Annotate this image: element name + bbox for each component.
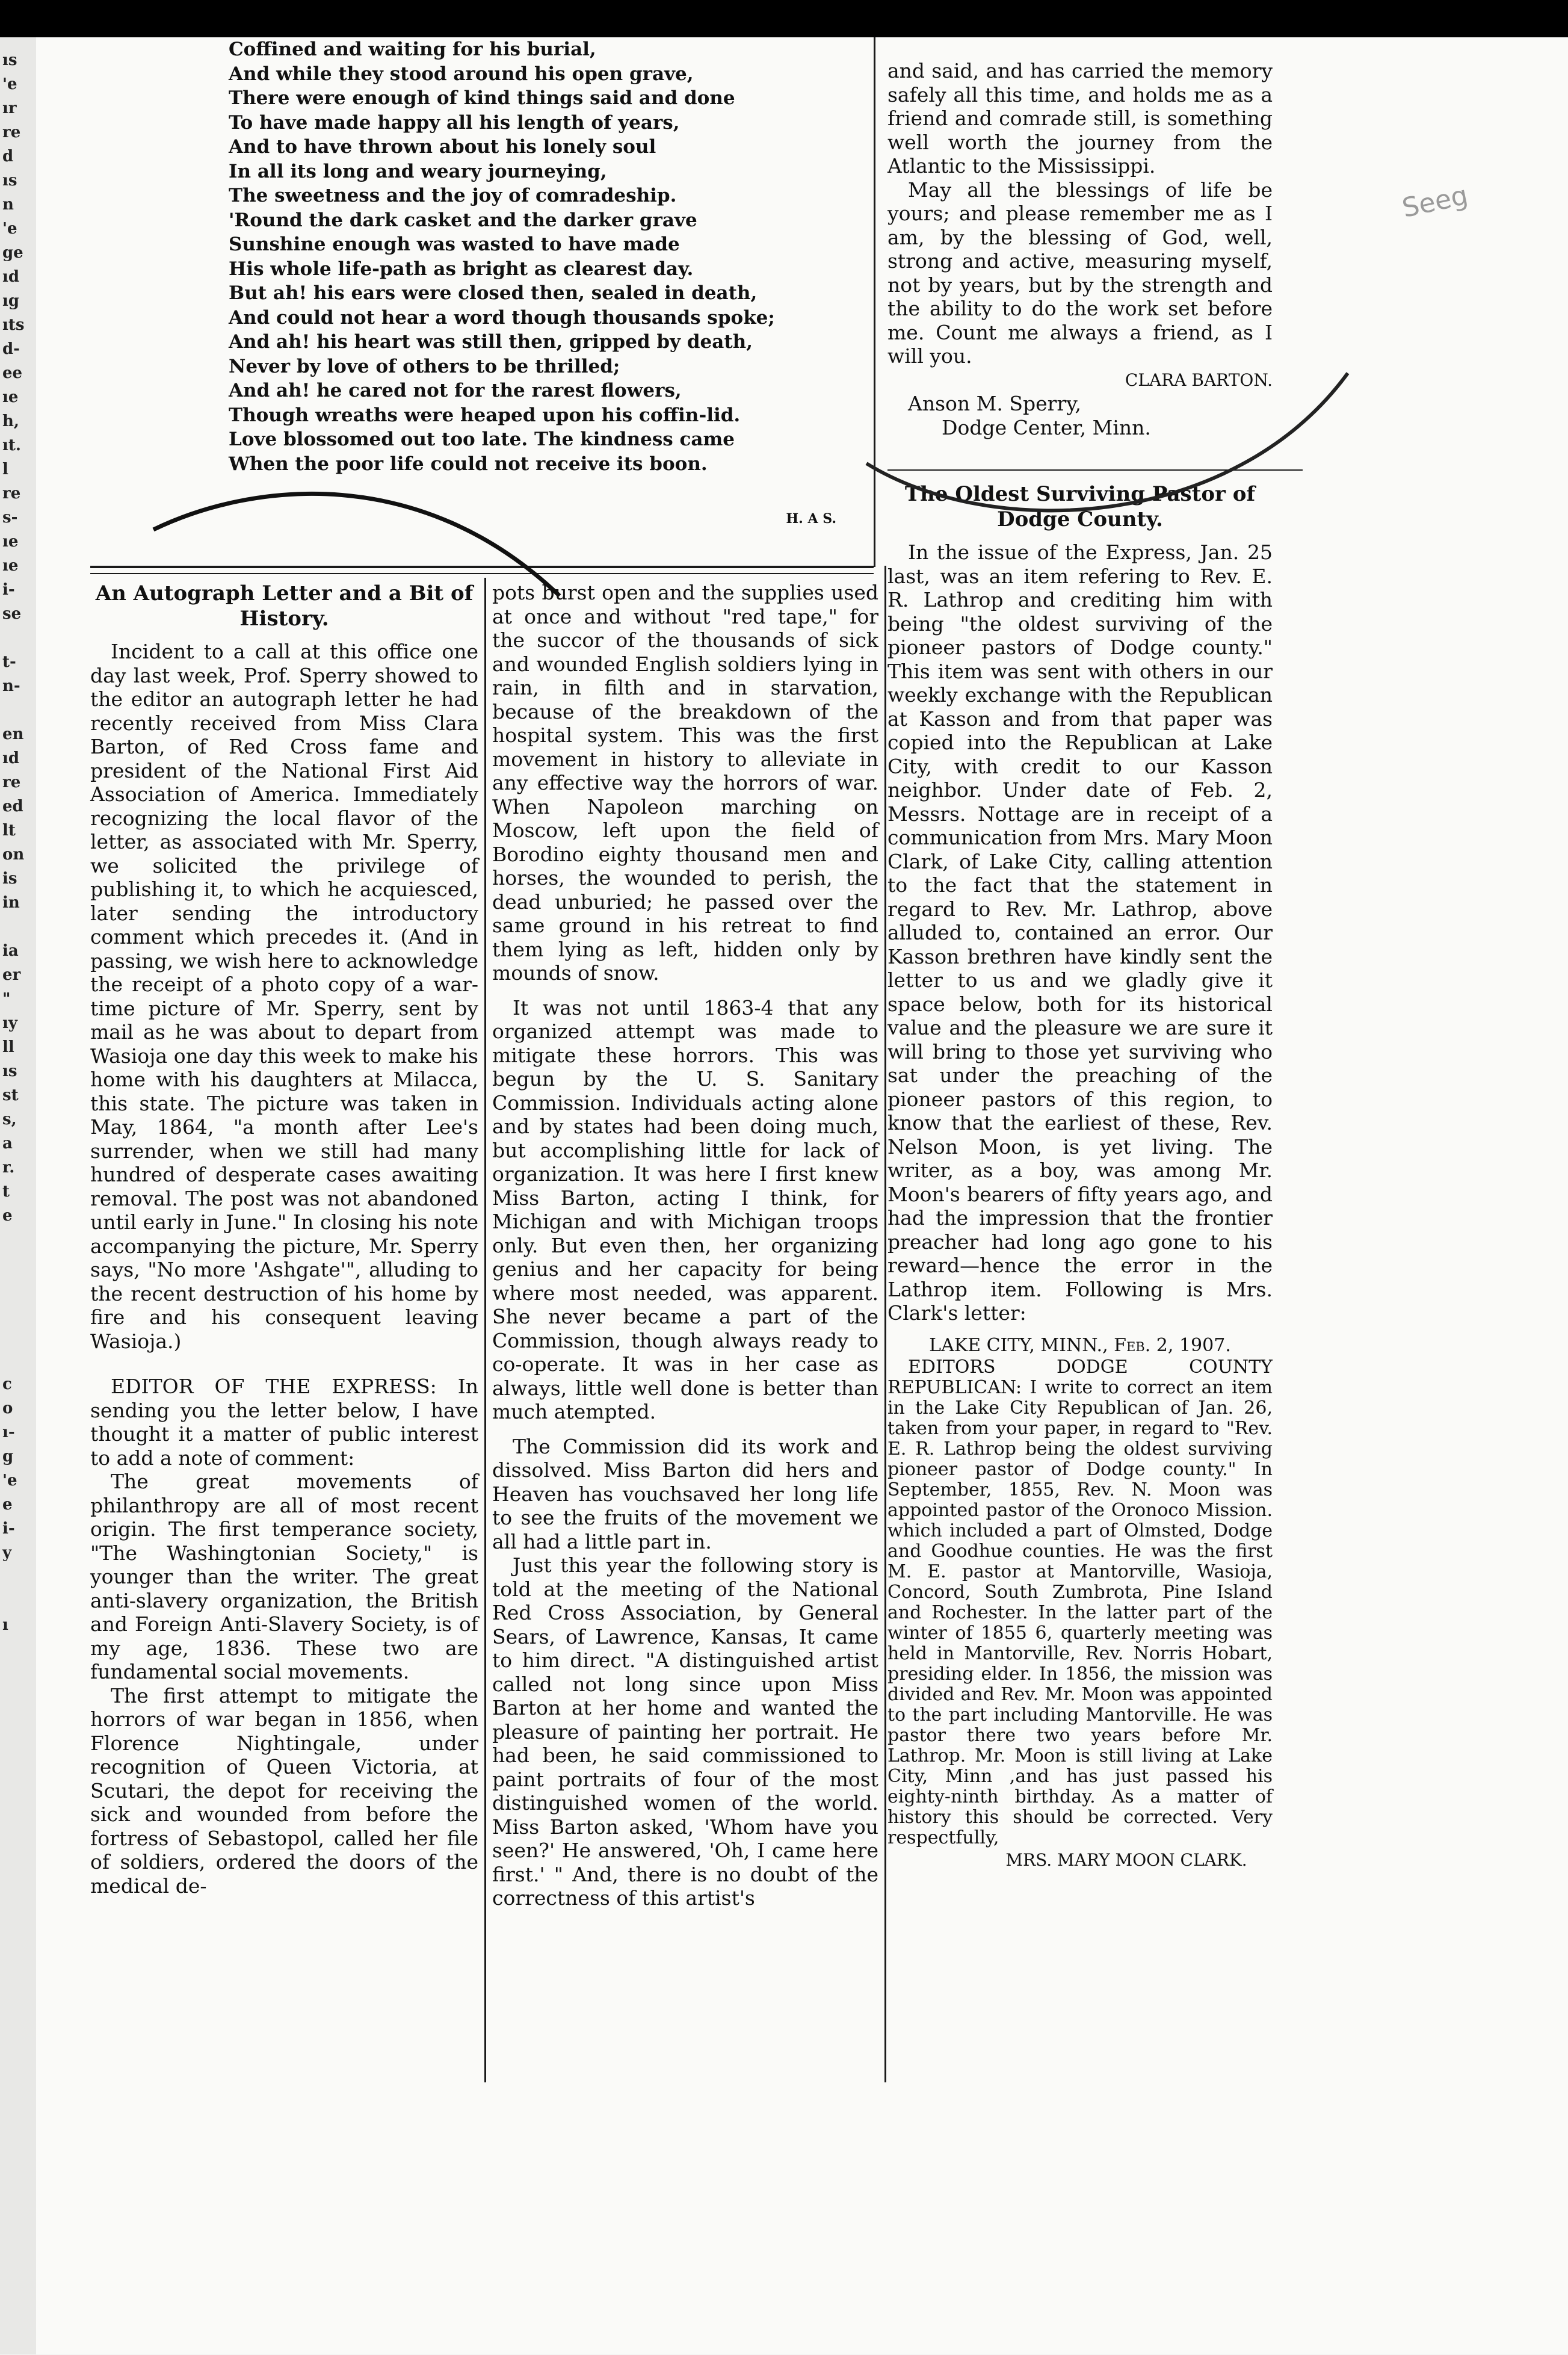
margin-fragment: c (2, 1375, 12, 1393)
margin-fragment: n (2, 196, 14, 214)
poem-line: 'Round the dark casket and the darker grave (229, 209, 697, 231)
poem-line: His whole life-path as bright as clearest day. (229, 258, 694, 280)
margin-fragment: en (2, 725, 24, 743)
article1-col2-p2: It was not until 1863-4 that any organized attempt was made to mitigate these horrors. This was begun by the U. S. Sanitary Commission. Individuals acting alone and by states had been doing much, but accomplishing little for lack of organization. It was here I first knew Miss Barton, acting I think, for Michigan and with Michigan troops only. But even then, her organizing genius and her capacity for being where most needed, was apparent. She never became a part of the Commission, though always ready to co-operate. It was in her case as always, little well done is better than much atempted. (492, 995, 878, 1423)
poem-line: And to have thrown about his lonely soul (229, 136, 656, 158)
poem-line: But ah! his ears were closed then, sealed in death, (229, 282, 758, 304)
addressee-name: Anson M. Sperry, (908, 392, 1081, 415)
margin-fragment: ıt. (2, 436, 21, 454)
margin-fragment: e (2, 1207, 13, 1225)
poem-line: There were enough of kind things said and done (229, 87, 735, 109)
addressee-place: Dodge Center, Minn. (942, 415, 1151, 439)
margin-fragment: " (2, 990, 11, 1008)
margin-fragment: re (2, 773, 21, 791)
margin-fragment: ıe (2, 388, 19, 406)
poem-line: In all its long and weary journeying, (229, 160, 607, 182)
margin-fragment: 'e (2, 220, 17, 238)
article1-p2: EDITOR OF THE EXPRESS: In sending you the letter below, I have thought it a matter of public interest to add a note of comment: (90, 1375, 478, 1470)
margin-fragment: d- (2, 340, 20, 358)
margin-fragment: ia (2, 942, 19, 960)
margin-fragment: s, (2, 1110, 17, 1128)
margin-fragment: s- (2, 509, 18, 527)
article1-p3: The great movements of philanthropy are all of most recent origin. The first temperance society, "The Washingtonian Society," is younger than the writer. The great anti-slavery organization, the British and Foreign Anti-Slavery Society, is of my age, 1836. These two are fundamental social movements. (90, 1470, 478, 1683)
poem-line: To have made happy all his length of years, (229, 111, 680, 134)
margin-fragment: re (2, 484, 21, 503)
margin-fragment: e (2, 1496, 13, 1514)
poem-line: The sweetness and the joy of comradeship. (229, 185, 677, 206)
margin-fragment: t (2, 1183, 10, 1201)
article1-col2-p4: Just this year the following story is told at the meeting of the National Red Cross Association, by General Sears, of Lawrence, Kansas, It came to him direct. "A distinguished artist called not long since upon Miss Barton at her home and wanted the pleasure of painting her portrait. He had been, he said commissioned to paint portraits of four of the most distinguished women of the world. Miss Barton asked, 'Whom have you seen?' He answered, 'Oh, I came here first.' " And, there is no doubt of the correctness of this artist's (492, 1553, 878, 1910)
margin-fragment: ed (2, 797, 23, 815)
margin-fragment: ge (2, 244, 23, 262)
mary-moon-clark-signature: MRS. MARY MOON CLARK. (1005, 1850, 1247, 1870)
margin-fragment: i- (2, 581, 15, 599)
clara-barton-signature: CLARA BARTON. (1125, 370, 1273, 390)
margin-fragment: r. (2, 1159, 15, 1177)
article1-p4: The first attempt to mitigate the horrors of war began in 1856, when Florence Nightingale, under recognition of Queen Victoria, at Scutari, the depot for receiving the sick and wounded from before the fortress of Sebastopol, called her file of soldiers, ordered the doors of the medical de- (90, 1683, 478, 1898)
margin-fragment: n- (2, 677, 20, 695)
scratch-arc-right (866, 373, 1348, 510)
poem-line: Love blossomed out too late. The kindness came (229, 429, 735, 450)
margin-fragment: ıd (2, 268, 20, 286)
margin-fragment: ıts (2, 316, 25, 334)
article1-col2-p3: The Commission did its work and dissolved. Miss Barton did hers and Heaven has vouchsaved her long life to see the fruits of the movement we all had a little part in. (492, 1434, 878, 1553)
margin-fragment: on (2, 846, 25, 864)
margin-fragment: t- (2, 653, 16, 671)
margin-fragment: ıs (2, 1062, 17, 1080)
margin-fragment: ee (2, 364, 23, 382)
margin-fragment: d (2, 147, 14, 166)
margin-fragment: a (2, 1134, 13, 1153)
margin-fragment: y (2, 1544, 12, 1562)
margin-fragment: 'e (2, 1471, 17, 1490)
margin-fragment: h, (2, 412, 19, 430)
margin-fragment: re (2, 123, 21, 141)
poem-line: Never by love of others to be thrilled; (229, 355, 620, 377)
poem-initials: H. A S. (786, 511, 836, 527)
margin-fragment: is (2, 870, 17, 888)
letter-end-p2: May all the blessings of life be yours; and please remember me as I am, by the blessing of God, well, strong and active, measuring myself, not by years, but by the strength and the ability to do the work set before me. Count me always a friend, as I will you. (887, 178, 1273, 368)
margin-fragment: 'e (2, 75, 17, 93)
margin-fragment: ıe (2, 557, 19, 575)
poem-line: Though wreaths were heaped upon his coffin-lid. (229, 404, 741, 426)
margin-fragment: in (2, 894, 20, 912)
article1-headline: An Autograph Letter and a Bit of History. (95, 581, 474, 631)
margin-fragment: ı (2, 1616, 8, 1634)
article1-col2-p1: pots burst open and the supplies used at once and without "red tape," for the succor of the thousands of sick and wounded English soldiers lying in rain, in filth and in starvation, because of the breakdown of the hospital system. This was the first movement in history to alleviate in any effective way the horrors of war. When Napoleon marching on Moscow, left upon the field of Borodino eighty thousand men and horses, the wounded to perish, the dead unburied; he passed over the same ground in his retreat to find them lying as left, hidden only by mounds of snow. (492, 581, 878, 985)
margin-fragment: o (2, 1399, 13, 1417)
margin-fragment: st (2, 1086, 19, 1104)
article2-p1: In the issue of the Express, Jan. 25 last, was an item refering to Rev. E. R. Lathrop and crediting him with being "the oldest surviving of the pioneer pastors of Dodge county." This item was sent with others in our weekly exchange with the Republican at Kasson and from that paper was copied into the Republican at Lake City, with credit to our Kasson neighbor. Under date of Feb. 2, Messrs. Nottage are in receipt of a communication from Mrs. Mary Moon Clark, of Lake City, calling attention to the fact that the statement in regard to Rev. Mr. Lathrop, above alluded to, contained an error. Our Kasson brethren have kindly sent the letter to us and we gladly give it space below, both for its historical value and the pleasure we are sure it will bring to those yet surviving who sat under the preaching of the pioneer pastors of this region, to know that the earliest of these, Rev. Nelson Moon, is yet living. The writer, as a boy, was among Mr. Moon's bearers of fifty years ago, and had the impression that the frontier preacher had long ago gone to his reward—hence the error in the Lathrop item. Following is Mrs. Clark's letter: (887, 540, 1273, 1325)
margin-fragment: ıs (2, 172, 17, 190)
margin-fragment: ıs (2, 51, 17, 69)
letter-end-p1: and said, and has carried the memory safely all this time, and holds me as a friend and comrade still, is something well worth the journey from the Atlantic to the Mississippi. (887, 59, 1273, 178)
poem-line: Sunshine enough was wasted to have made (229, 234, 680, 255)
margin-fragment: ır (2, 99, 17, 117)
article2-letter: EDITORS DODGE COUNTY REPUBLICAN: I write to correct an item in the Lake City Republican of Jan. 26, taken from your paper, in regard to "Rev. E. R. Lathrop being the oldest surviving pioneer pastor of Dodge county." In September, 1855, Rev. N. Moon was appointed pastor of the Oronoco Mission. which included a part of Olmsted, Dodge and Goodhue counties. He was the first M. E. pastor at Mantorville, Wasioja, Concord, South Zumbrota, Pine Island and Rochester. In the latter part of the winter of 1855 6, quarterly meeting was held in Mantorville, Rev. Norris Hobart, presiding elder. In 1856, the mission was divided and Rev. Mr. Moon was appointed to the part including Mantorville. He was pastor there two years before Mr. Lathrop. Mr. Moon is still living at Lake City, Minn ,and has just passed his eighty-ninth birthday. As a matter of history this should be corrected. Very respectfully, (887, 1357, 1273, 1848)
article2-dateline: LAKE CITY, MINN., Feb. 2, 1907. (929, 1334, 1231, 1356)
poem-line: And could not hear a word though thousands spoke; (229, 306, 775, 329)
poem-line: And ah! he cared not for the rarest flowers, (229, 380, 682, 401)
scratch-arc-left (153, 494, 560, 596)
margin-fragment: l (2, 460, 8, 478)
margin-fragment: ıe (2, 533, 19, 551)
margin-fragment: i- (2, 1520, 15, 1538)
margin-fragment: ll (2, 1038, 14, 1056)
pencil-annotation: Seeg (1399, 180, 1471, 224)
margin-fragment: lt (2, 822, 16, 840)
poem-line: When the poor life could not receive its boon. (229, 453, 708, 475)
margin-fragment: er (2, 966, 21, 984)
margin-fragment: ı- (2, 1423, 15, 1441)
article1-p1: Incident to a call at this office one day last week, Prof. Sperry showed to the editor an autograph letter he had recently received from Miss Clara Barton, of Red Cross fame and president of the National First Aid Association of America. Immediately recognizing the local flavor of the letter, as associated with Mr. Sperry, we solicited the privilege of publishing it, to which he acquiesced, later sending the introductory comment which precedes it. (And in passing, we wish here to acknowledge the receipt of a photo copy of a war-time picture of Mr. Sperry, sent by mail as he was about to depart from Wasioja one day this week to make his home with his daughters at Milacca, this state. The picture was taken in May, 1864, "a month after Lee's surrender, when we still had many hundred of desperate cases awaiting removal. The post was not abandoned until early in June." In closing his note accompanying the picture, Mr. Sperry says, "No more 'Ashgate'", alluding to the recent destruction of his home by fire and his consequent leaving Wasioja.) (90, 640, 478, 1353)
article2-headline: The Oldest Surviving Pastor of Dodge County. (904, 482, 1256, 531)
margin-fragment: ıy (2, 1014, 17, 1032)
poem-line: Coffined and waiting for his burial, (229, 39, 596, 60)
poem-line: And ah! his heart was still then, gripped by death, (229, 331, 753, 353)
margin-fragment: se (2, 605, 22, 623)
margin-fragment: ıd (2, 749, 20, 767)
margin-fragment: ıg (2, 292, 20, 310)
poem-line: And while they stood around his open grave, (229, 63, 694, 85)
margin-fragment: g (2, 1447, 14, 1465)
